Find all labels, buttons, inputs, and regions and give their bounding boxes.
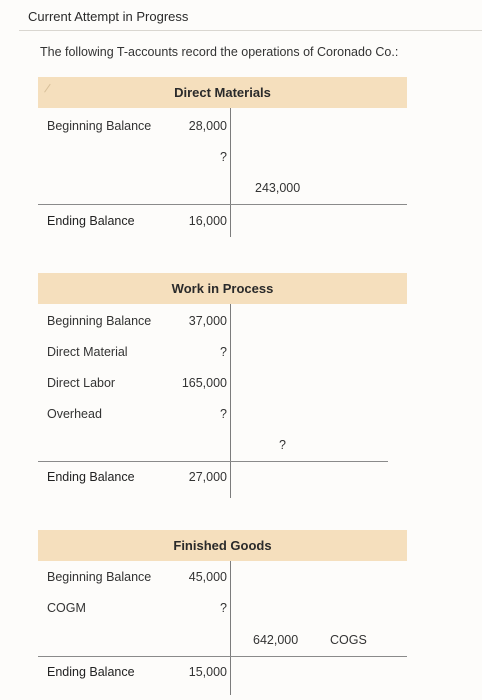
t-account-direct-materials [38,77,407,237]
beginning-balance-label: Beginning Balance [47,119,152,133]
t-account-work-in-process [38,273,407,498]
direct-labor-value: 165,000 [181,376,227,390]
balance-line [38,656,407,657]
cogm-label: COGM [47,601,86,615]
problem-intro: The following T-accounts record the operations of Coronado Co.: [40,45,399,59]
t-account-title: Finished Goods [38,530,407,561]
ending-balance-label: Ending Balance [47,214,135,228]
credit-value: ? [279,438,286,452]
ending-balance-value: 27,000 [188,470,227,484]
overhead-label: Overhead [47,407,102,421]
ending-balance-label: Ending Balance [47,470,135,484]
t-account-finished-goods [38,530,407,695]
header-divider [19,30,482,31]
balance-line [38,204,407,205]
t-account-title: Work in Process [38,273,407,304]
beginning-balance-value: 45,000 [188,570,227,584]
t-account-divider [230,304,231,498]
cogs-label: COGS [330,633,367,647]
t-account-title: Direct Materials [38,77,407,108]
t-account-divider [230,561,231,695]
direct-material-label: Direct Material [47,345,128,359]
overhead-value: ? [220,407,227,421]
beginning-balance-value: 37,000 [188,314,227,328]
t-account-divider [230,108,231,237]
credit-value: 642,000 [253,633,299,647]
beginning-balance-label: Beginning Balance [47,570,152,584]
beginning-balance-value: 28,000 [188,119,227,133]
direct-labor-label: Direct Labor [47,376,116,390]
ending-balance-value: 16,000 [188,214,227,228]
balance-line [38,461,388,462]
credit-value: 243,000 [255,181,301,195]
ending-balance-value: 15,000 [188,665,227,679]
ending-balance-label: Ending Balance [47,665,135,679]
attempt-status: Current Attempt in Progress [28,9,189,24]
beginning-balance-label: Beginning Balance [47,314,152,328]
unknown-debit-value: ? [220,150,227,164]
cogm-value: ? [220,601,227,615]
pencil-mark-icon [44,84,59,99]
direct-material-value: ? [220,345,227,359]
